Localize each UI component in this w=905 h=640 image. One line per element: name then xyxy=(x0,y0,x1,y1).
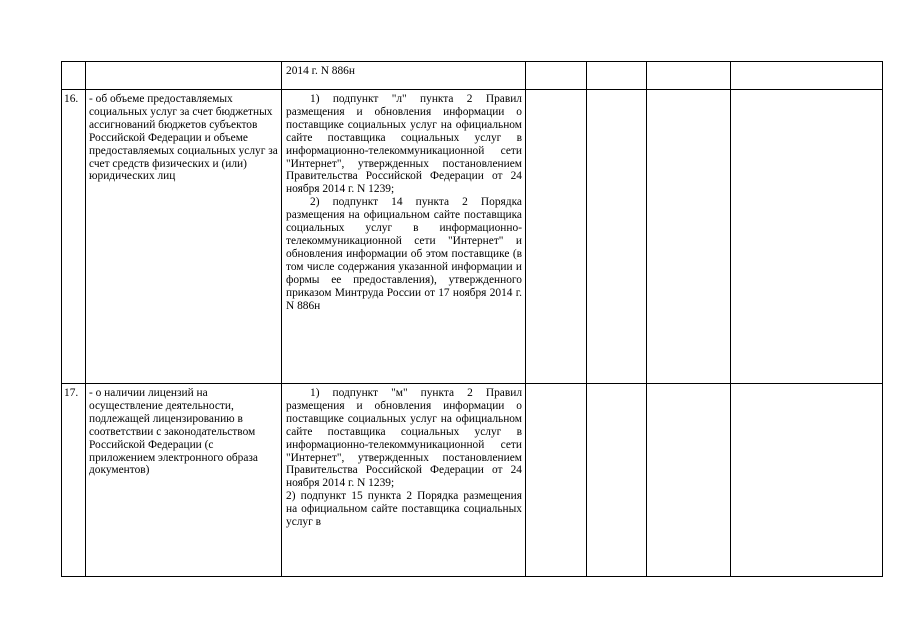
row-legal-basis xyxy=(282,384,526,577)
empty-cell xyxy=(731,384,883,577)
empty-cell xyxy=(526,384,587,577)
table-row xyxy=(62,384,883,577)
row-description: - об объеме предоставляемых социальных услуг за счет бюджетных ассигнований бюджетов субъектов Российской Федерации и объеме предоставляемых социальных услуг за счет средств физических и (или) юридических лиц xyxy=(86,90,282,384)
empty-cell xyxy=(731,62,883,90)
row-number: 16. xyxy=(62,90,86,384)
empty-cell xyxy=(647,90,731,384)
legal-basis-paragraph: 2) подпункт 15 пункта 2 Порядка размещения на официальном сайте поставщика социальных услуг в xyxy=(286,490,522,529)
row-description: - о наличии лицензий на осуществление деятельности, подлежащей лицензированию в соответствии с законодательством Российской Федерации (с приложением электронного образа документов) xyxy=(86,384,282,577)
table-row xyxy=(62,62,883,90)
row-legal-basis xyxy=(282,90,526,384)
legal-basis-paragraph: 1) подпункт "м" пункта 2 Правил размещения и обновления информации о поставщике социальных услуг на официальном сайте поставщика социальных услуг в информационно-телекоммуникационной сети "Интернет", утвержденных постановлением Правительства Российской Федерации от 24 ноября 2014 г. N 1239; xyxy=(286,387,522,490)
legal-basis-paragraph: 2014 г. N 886н xyxy=(286,65,355,77)
legal-basis-paragraph: 1) подпункт "л" пункта 2 Правил размещения и обновления информации о поставщике социальных услуг на официальном сайте поставщика социальных услуг в информационно-телекоммуникационной сети "Интернет", утвержденных постановлением Правительства Российской Федерации от 24 ноября 2014 г. N 1239; xyxy=(286,93,522,196)
row-description xyxy=(86,62,282,90)
row-legal-basis xyxy=(282,62,526,90)
legal-basis-paragraph: 2) подпункт 14 пункта 2 Порядка размещения на официальном сайте поставщика социальных услуг в информационно-телекоммуникационной сети "Интернет" и обновления информации об этом поставщике (в том числе содержания указанной информации и формы ее предоставления), утвержденного приказом Минтруда России от 17 ноября 2014 г. N 886н xyxy=(286,196,522,312)
empty-cell xyxy=(587,90,647,384)
empty-cell xyxy=(731,90,883,384)
document-table xyxy=(61,61,883,577)
empty-cell xyxy=(526,90,587,384)
row-number xyxy=(62,62,86,90)
table-row xyxy=(62,90,883,384)
empty-cell xyxy=(587,62,647,90)
empty-cell xyxy=(526,62,587,90)
empty-cell xyxy=(647,62,731,90)
empty-cell xyxy=(587,384,647,577)
row-number: 17. xyxy=(62,384,86,577)
empty-cell xyxy=(647,384,731,577)
